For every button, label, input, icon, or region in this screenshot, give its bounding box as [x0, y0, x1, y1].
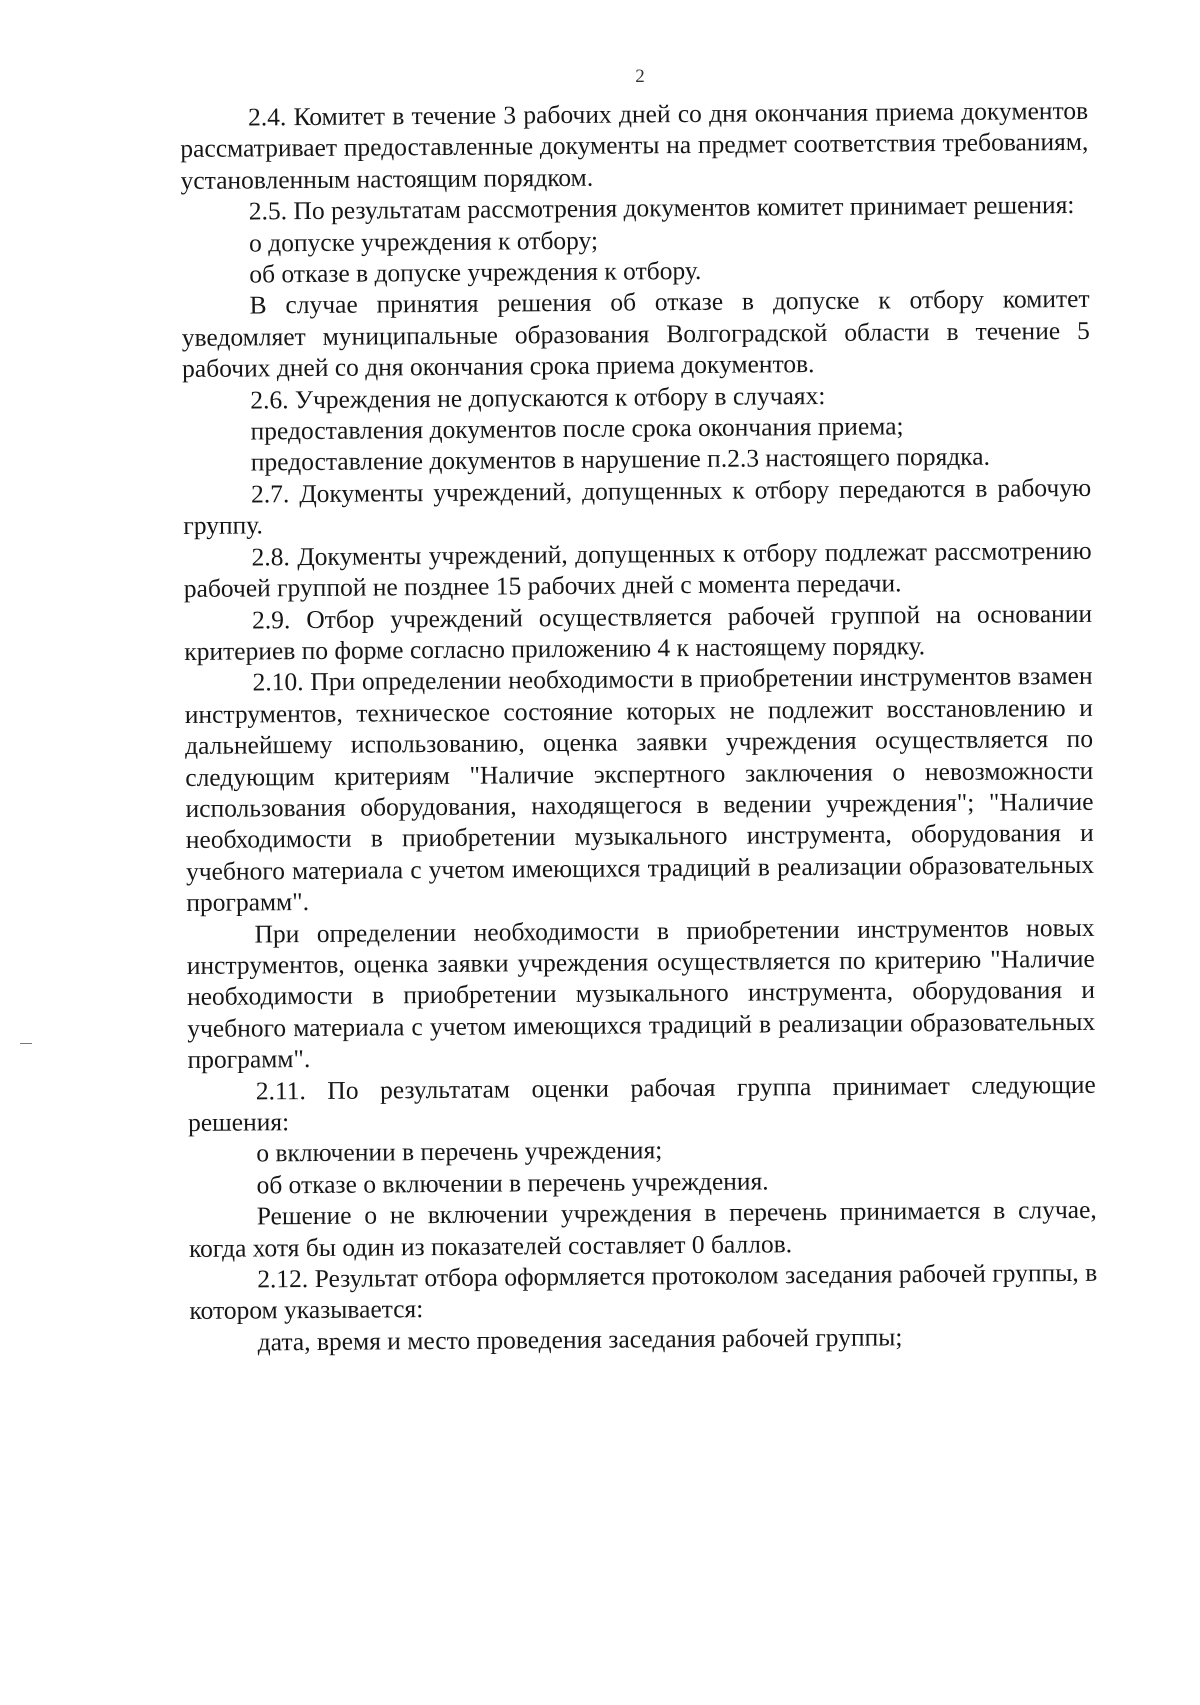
paragraph-2-7: 2.7. Документы учреждений, допущенных к отбору передаются в рабочую группу. [183, 472, 1092, 541]
list-item: о включении в перечень учреждения; [256, 1135, 663, 1168]
list-item: дата, время и место проведения заседания рабочей группы; [257, 1322, 903, 1357]
paragraph-2-6: 2.6. Учреждения не допускаются к отбору в случаях: [250, 380, 826, 415]
list-item: предоставления документов после срока окончания приема; [250, 411, 904, 446]
paragraph-2-12: 2.12. Результат отбора оформляется протоколом заседания рабочей группы, в котором указывается: [189, 1257, 1098, 1326]
paragraph-refusal-notice: В случае принятия решения об отказе в допуске к отбору комитет уведомляет муниципальные образования Волгоградской области в течение 5 рабочих дней со дня окончания срока приема документов. [181, 284, 1090, 384]
paragraph-zero-score: Решение о не включении учреждения в перечень принимается в случае, когда хотя бы один из показателей составляет 0 баллов. [188, 1195, 1097, 1263]
scan-edge-mark [20, 1043, 32, 1044]
list-item: об отказе в допуске учреждения к отбору. [249, 255, 702, 289]
paragraph-2-11: 2.11. По результатам оценки рабочая группа принимает следующие решения: [187, 1069, 1096, 1137]
list-item: об отказе о включении в перечень учреждения. [256, 1166, 769, 1200]
paragraph-2-8: 2.8. Документы учреждений, допущенных к отбору подлежат рассмотрению рабочей группой не позднее 15 рабочих дней с момента передачи. [183, 535, 1092, 604]
list-item: о допуске учреждения к отбору; [248, 225, 599, 258]
page-number: 2 [635, 66, 645, 87]
paragraph-2-9: 2.9. Отбор учреждений осуществляется рабочей группой на основании критериев по форме согласно приложению 4 к настоящему порядку. [184, 598, 1093, 666]
paragraph-new-instruments: При определении необходимости в приобретении инструментов новых инструментов, оценка заявки учреждения осуществляется по критерию "Наличие необходимости в приобретении музыкального инструмента, оборудования и учебного материала с учетом имеющихся традиций в реализации образовательных программ". [186, 912, 1096, 1075]
paragraph-2-10: 2.10. При определении необходимости в приобретении инструментов взамен инструментов, техническое состояние которых не подлежит восстановлению и дальнейшему использованию, оценка заявки учреждения осуществляется по следующим критериям "Наличие экспертного заключения о невозможности использования оборудования, находящегося в ведении учреждения"; "Наличие необходимости в приобретении музыкального инструмента, оборудования и учебного материала с учетом имеющихся традиций в реализации образовательных программ". [184, 661, 1095, 918]
paragraph-2-5: 2.5. По результатам рассмотрения документов комитет принимает решения: [248, 190, 1075, 226]
paragraph-2-4: 2.4. Комитет в течение 3 рабочих дней со дня окончания приема документов рассматривает предоставленные документы на предмет соответствия требованиям, установленным настоящим порядком. [180, 95, 1089, 195]
document-body [180, 95, 1098, 1358]
list-item: предоставление документов в нарушение п.2.3 настоящего порядка. [250, 442, 991, 477]
